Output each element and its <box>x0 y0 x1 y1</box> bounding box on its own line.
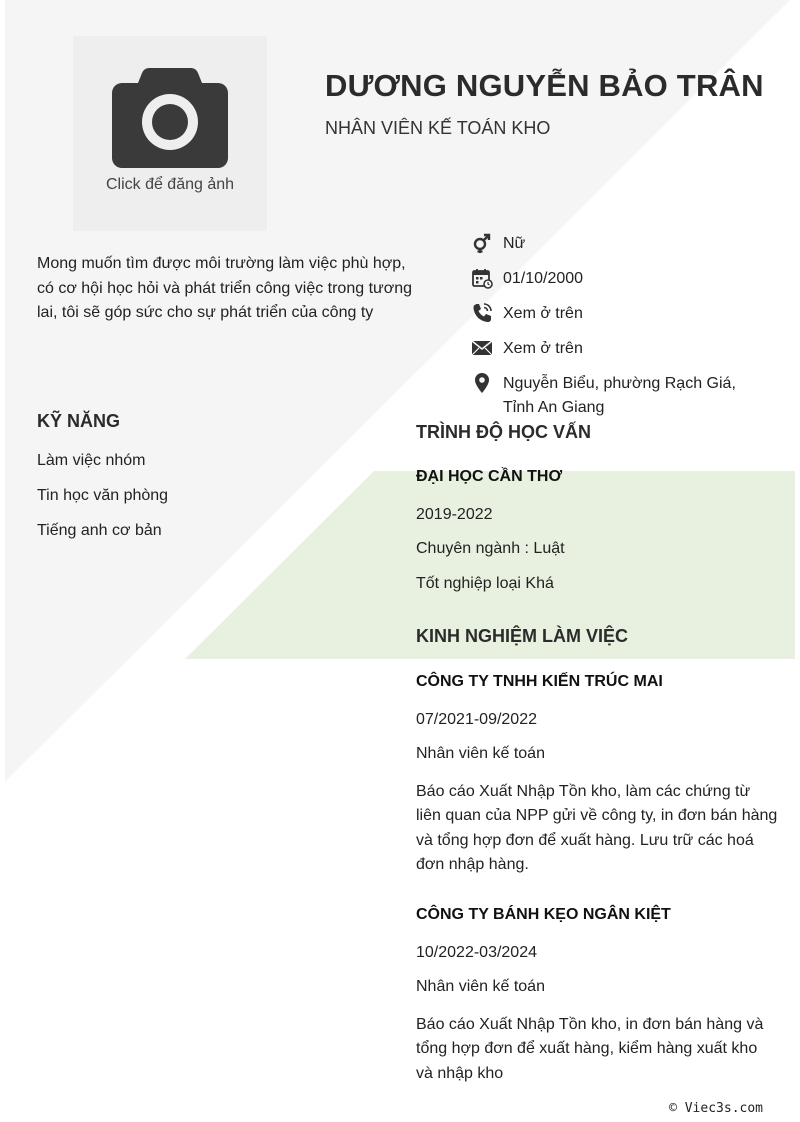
gender-value: Nữ <box>503 235 526 252</box>
footer-credit: © Viec3s.com <box>669 1101 763 1116</box>
job-description: Báo cáo Xuất Nhập Tồn kho, làm các chứng từ liên quan của NPP gửi về công ty, in đơn bán hàng và tổng hợp đơn để xuất hàng. Lưu trữ các hoá đơn nhập hàng. <box>416 782 778 873</box>
job-title: NHÂN VIÊN KẾ TOÁN KHO <box>325 118 551 138</box>
school-name: ĐẠI HỌC CẦN THƠ <box>416 468 563 485</box>
education-entry <box>416 468 778 609</box>
skill-item: Tiếng anh cơ bản <box>37 522 162 539</box>
experience-entry <box>416 673 778 878</box>
contact-phone <box>471 302 771 326</box>
contact-birthday <box>471 267 771 291</box>
contact-email <box>471 337 771 361</box>
camera-icon <box>111 64 229 168</box>
experience-heading: KINH NGHIỆM LÀM VIỆC <box>416 626 629 646</box>
education-period: 2019-2022 <box>416 505 493 523</box>
email-value: Xem ở trên <box>503 340 583 357</box>
education-major: Chuyên ngành : Luật <box>416 540 565 557</box>
skill-item: Làm việc nhóm <box>37 452 146 469</box>
contact-gender <box>471 232 771 256</box>
career-objective: Mong muốn tìm được môi trường làm việc phù hợp, có cơ hội học hỏi và phát triển công việc trong tương lai, tôi sẽ góp sức cho sự phát triển của công ty <box>37 255 413 321</box>
company-name: CÔNG TY TNHH KIẾN TRÚC MAI <box>416 673 663 690</box>
contact-address <box>471 372 771 420</box>
company-name: CÔNG TY BÁNH KẸO NGÂN KIỆT <box>416 906 671 923</box>
contact-info <box>471 232 771 431</box>
phone-value: Xem ở trên <box>503 305 583 322</box>
candidate-name: DƯƠNG NGUYỄN BẢO TRÂN <box>325 68 764 103</box>
phone-icon <box>471 302 493 324</box>
photo-upload-placeholder[interactable] <box>73 36 267 231</box>
job-position: Nhân viên kế toán <box>416 978 545 995</box>
job-period: 10/2022-03/2024 <box>416 943 537 961</box>
mail-icon <box>471 337 493 359</box>
address-value: Nguyễn Biểu, phường Rạch Giá, Tỉnh An Giang <box>503 375 736 416</box>
location-icon <box>471 372 493 394</box>
job-description: Báo cáo Xuất Nhập Tồn kho, in đơn bán hàng và tổng hợp đơn để xuất hàng, kiểm hàng xuất kho và nhập kho <box>416 1015 764 1082</box>
experience-entry <box>416 906 778 1086</box>
photo-caption: Click để đăng ảnh <box>105 176 235 193</box>
birthday-value: 01/10/2000 <box>503 270 584 287</box>
calendar-icon <box>471 267 493 289</box>
education-grade: Tốt nghiệp loại Khá <box>416 574 554 592</box>
gender-icon <box>471 232 493 254</box>
skills-heading: KỸ NĂNG <box>37 411 121 431</box>
education-heading: TRÌNH ĐỘ HỌC VẤN <box>416 422 591 442</box>
job-position: Nhân viên kế toán <box>416 745 545 762</box>
skills-list <box>37 452 168 557</box>
skill-item: Tin học văn phòng <box>37 487 169 504</box>
job-period: 07/2021-09/2022 <box>416 710 537 728</box>
